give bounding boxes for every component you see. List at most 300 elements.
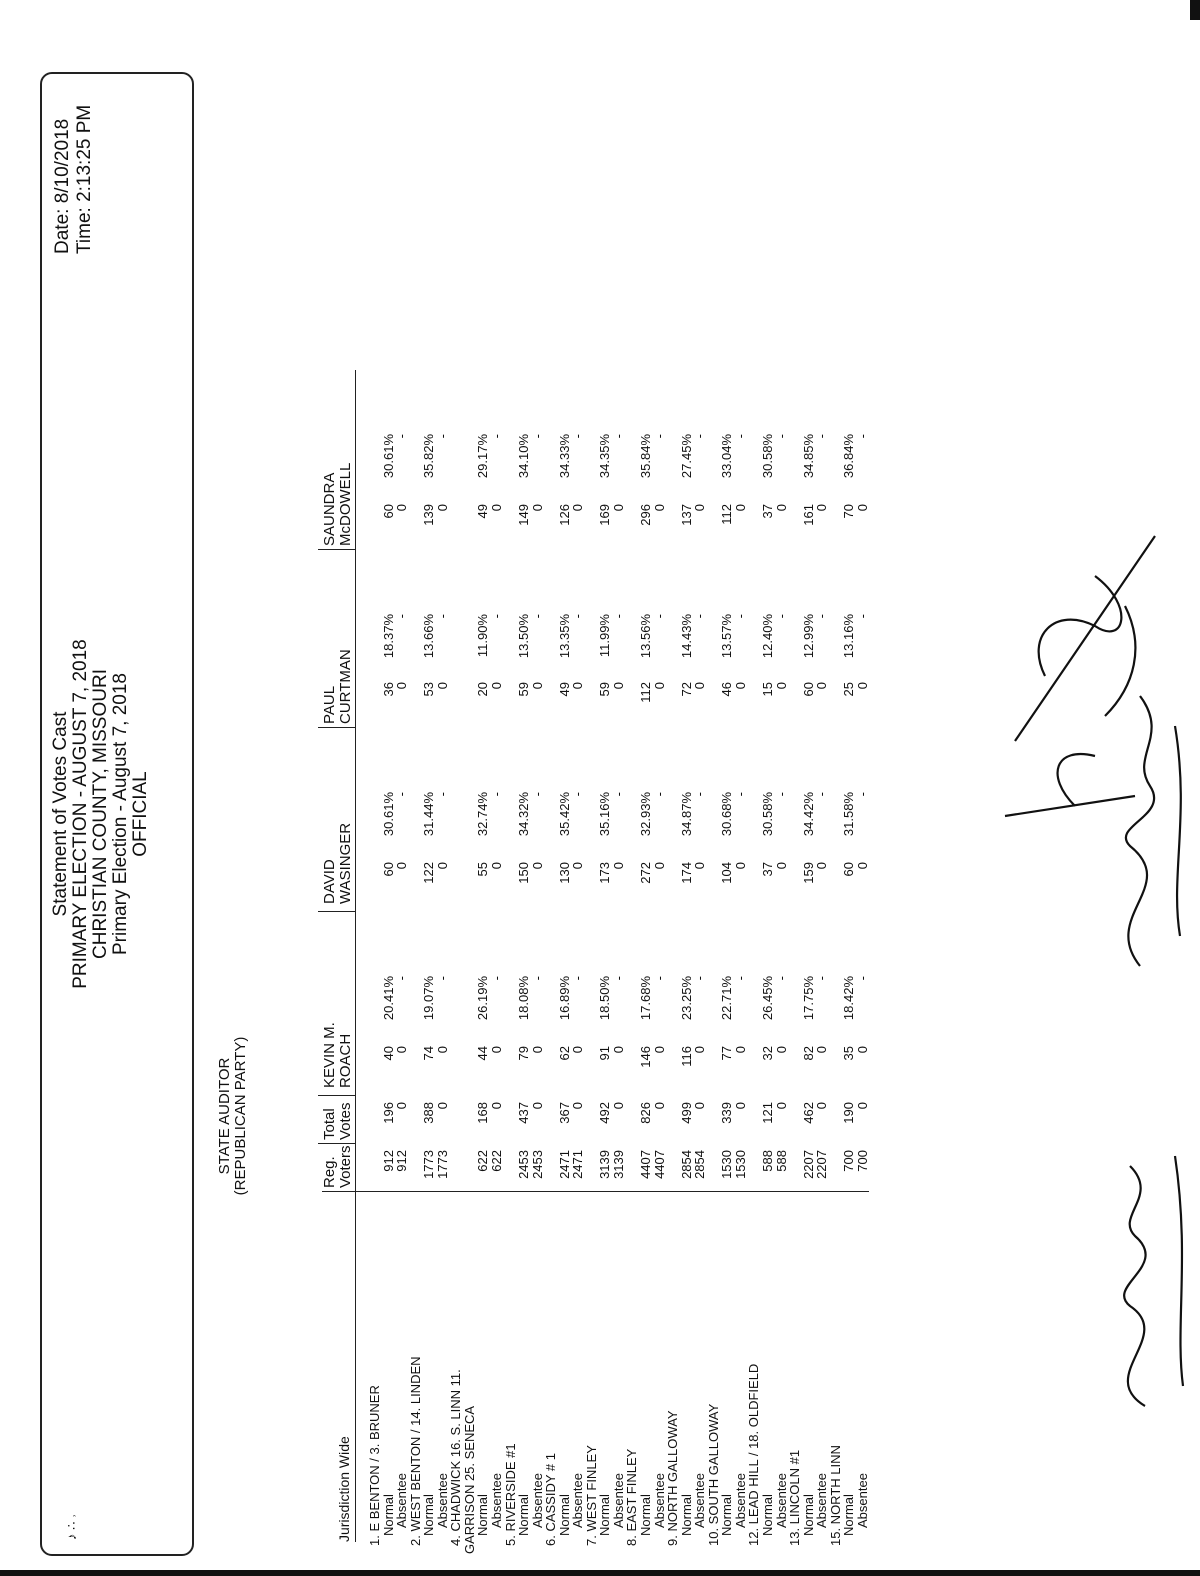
table-top-rule — [355, 370, 356, 1542]
total-votes-cell: 0 — [773, 1102, 789, 1110]
row-label: Normal — [800, 1494, 816, 1536]
candidate-percent-cell: - — [773, 976, 789, 981]
candidate-percent-cell: 18.08% — [516, 976, 532, 1021]
candidate-votes-cell: 169 — [597, 504, 613, 526]
candidate-votes-cell: 130 — [556, 862, 572, 884]
candidate-votes-cell: 0 — [394, 862, 410, 870]
candidate-votes-cell: 0 — [434, 504, 450, 512]
candidate-percent-cell: - — [570, 792, 586, 797]
table-row — [490, 0, 503, 1576]
candidate-votes-cell: 0 — [488, 504, 504, 512]
candidate-votes-cell: 112 — [638, 682, 653, 703]
candidate-votes-cell: 74 — [421, 1046, 437, 1061]
row-label: 1. E BENTON / 3. BRUNER — [367, 1385, 382, 1546]
reg-voters-cell: 700 — [854, 1150, 870, 1172]
candidate-votes-cell: 72 — [678, 682, 694, 697]
total-votes-cell: 492 — [597, 1102, 613, 1124]
candidate-votes-cell: 0 — [773, 862, 789, 870]
candidate-percent-cell: 17.75% — [800, 976, 816, 1021]
candidate-votes-cell: 272 — [638, 862, 653, 884]
table-row — [409, 0, 422, 1576]
candidate-votes-cell: 77 — [719, 1046, 735, 1061]
row-label: Normal — [638, 1494, 653, 1536]
candidate-votes-cell: 0 — [854, 504, 870, 512]
candidate-percent-cell: - — [854, 976, 870, 981]
candidate-percent-cell: 29.17% — [475, 434, 491, 479]
candidate-votes-cell: 35 — [841, 1046, 857, 1061]
candidate-percent-cell: 20.41% — [380, 976, 396, 1021]
candidate-percent-cell: - — [394, 434, 410, 439]
total-votes-cell: 196 — [380, 1102, 396, 1124]
candidate-percent-cell: 34.42% — [800, 792, 816, 837]
candidate-votes-cell: 0 — [773, 682, 789, 690]
candidate-votes-cell: 0 — [529, 504, 545, 512]
candidate-votes-cell: 150 — [516, 862, 532, 884]
row-label: 2. WEST BENTON / 14. LINDEN — [407, 1356, 423, 1546]
candidate-votes-cell: 0 — [732, 862, 748, 870]
candidate-percent-cell: - — [488, 976, 504, 981]
candidate-votes-cell: 0 — [529, 862, 545, 870]
candidate-votes-cell: 0 — [814, 1046, 830, 1054]
candidate-votes-cell: 60 — [841, 862, 857, 877]
candidate-percent-cell: 17.68% — [638, 976, 653, 1021]
candidate-3-last: CURTMAN — [337, 649, 354, 724]
candidate-votes-cell: 0 — [773, 504, 789, 512]
candidate-votes-cell: 296 — [638, 504, 653, 526]
candidate-percent-cell: 36.84% — [841, 434, 857, 479]
table-row — [693, 0, 706, 1576]
candidate-votes-cell: 126 — [556, 504, 572, 526]
header-divider — [318, 549, 356, 550]
total-votes-cell: 0 — [570, 1102, 586, 1110]
total-votes-cell: 339 — [719, 1102, 735, 1124]
candidate-votes-cell: 0 — [488, 1046, 504, 1054]
candidate-2-first: DAVID — [321, 859, 338, 904]
reg-voters-cell: 4407 — [651, 1150, 667, 1179]
table-row — [639, 0, 652, 1576]
candidate-percent-cell: 12.99% — [800, 614, 816, 659]
candidate-votes-cell: 46 — [719, 682, 735, 697]
row-label: Absentee — [814, 1473, 830, 1528]
candidate-votes-cell: 44 — [475, 1046, 491, 1061]
candidate-votes-cell: 0 — [529, 1046, 545, 1054]
row-label: Absentee — [610, 1473, 626, 1528]
candidate-4-first: SAUNDRA — [321, 472, 338, 546]
candidate-percent-cell: - — [773, 614, 789, 619]
candidate-votes-cell: 0 — [692, 682, 708, 690]
candidate-percent-cell: - — [732, 434, 748, 439]
candidate-percent-cell: 30.58% — [759, 792, 775, 837]
row-label: Normal — [719, 1494, 735, 1536]
reg-voters-cell: 1530 — [719, 1150, 735, 1179]
table-row — [517, 0, 530, 1576]
signature-left — [1075, 1116, 1200, 1416]
candidate-percent-cell: - — [434, 614, 450, 619]
candidate-percent-cell: - — [434, 434, 450, 439]
candidate-percent-cell: - — [488, 434, 504, 439]
candidate-percent-cell: 11.90% — [475, 614, 491, 658]
total-votes-cell: 0 — [854, 1102, 870, 1110]
candidate-votes-cell: 32 — [759, 1046, 775, 1061]
candidate-votes-cell: 60 — [380, 862, 396, 877]
table-row — [544, 0, 557, 1576]
reg-voters-cell: 2453 — [516, 1150, 532, 1179]
row-label: 13. LINCOLN #1 — [787, 1449, 803, 1546]
table-row — [598, 0, 611, 1576]
office-title: STATE AUDITOR — [216, 1057, 233, 1175]
candidate-percent-cell: - — [814, 792, 830, 797]
candidate-votes-cell: 60 — [800, 682, 816, 697]
candidate-votes-cell: 0 — [434, 1046, 450, 1054]
table-row — [788, 0, 801, 1576]
candidate-percent-cell: 27.45% — [678, 434, 694, 479]
total-votes-cell: 499 — [678, 1102, 694, 1124]
table-row — [382, 0, 395, 1576]
candidate-percent-cell: - — [610, 434, 626, 439]
candidate-votes-cell: 53 — [421, 682, 437, 697]
candidate-percent-cell: 33.04% — [719, 434, 735, 479]
candidate-votes-cell: 159 — [800, 862, 816, 884]
candidate-votes-cell: 37 — [759, 862, 775, 877]
jurisdiction-header: Jurisdiction Wide — [336, 1436, 352, 1542]
candidate-percent-cell: - — [692, 434, 708, 439]
total-votes-cell: 0 — [692, 1102, 708, 1110]
header-divider — [318, 1095, 356, 1096]
candidate-percent-cell: 18.42% — [841, 976, 857, 1021]
candidate-votes-cell: 0 — [692, 862, 708, 870]
candidate-votes-cell: 0 — [814, 682, 830, 690]
header-divider — [318, 1143, 356, 1144]
candidate-percent-cell: - — [394, 976, 410, 981]
candidate-percent-cell: - — [570, 976, 586, 981]
table-row — [368, 0, 381, 1576]
candidate-votes-cell: 0 — [651, 1046, 667, 1054]
candidate-percent-cell: 23.25% — [678, 976, 694, 1021]
row-label: Absentee — [394, 1473, 410, 1528]
candidate-votes-cell: 0 — [692, 1046, 708, 1054]
report-title: Statement of Votes Cast — [50, 711, 71, 917]
candidate-votes-cell: 62 — [556, 1046, 572, 1061]
candidate-percent-cell: - — [773, 792, 789, 797]
candidate-percent-cell: 13.57% — [719, 614, 735, 659]
row-label: Absentee — [529, 1473, 545, 1528]
office-party: (REPUBLICAN PARTY) — [232, 1036, 249, 1196]
candidate-votes-cell: 0 — [488, 862, 504, 870]
table-row — [829, 0, 842, 1576]
reg-voters-cell: 3139 — [597, 1150, 613, 1179]
election-title: PRIMARY ELECTION - AUGUST 7, 2018 — [70, 639, 91, 989]
row-label: 9. NORTH GALLOWAY — [665, 1410, 681, 1546]
scan-edge-mark — [0, 1570, 1200, 1576]
reg-voters-cell: 2207 — [800, 1150, 816, 1179]
row-label: Absentee — [651, 1473, 667, 1528]
reg-voters-cell: 622 — [475, 1150, 491, 1172]
scan-edge-mark — [1190, 0, 1200, 20]
table-row — [612, 0, 625, 1576]
candidate-percent-cell: 26.45% — [759, 976, 775, 1021]
candidate-votes-cell: 0 — [434, 862, 450, 870]
candidate-votes-cell: 0 — [854, 1046, 870, 1054]
election-subtitle: Primary Election - August 7, 2018 — [110, 673, 131, 955]
candidate-votes-cell: 116 — [678, 1046, 694, 1067]
total-votes-cell: 0 — [529, 1102, 545, 1110]
candidate-votes-cell: 149 — [516, 504, 532, 526]
reg-voters-cell: 2207 — [814, 1150, 830, 1179]
candidate-percent-cell: - — [814, 976, 830, 981]
candidate-votes-cell: 20 — [475, 682, 491, 697]
table-row — [747, 0, 760, 1576]
candidate-percent-cell: - — [394, 614, 410, 619]
table-row — [815, 0, 828, 1576]
total-votes-cell: 0 — [434, 1102, 450, 1110]
candidate-percent-cell: 31.44% — [421, 792, 437, 837]
candidate-percent-cell: 32.74% — [475, 792, 491, 837]
candidate-votes-cell: 0 — [692, 504, 708, 512]
candidate-percent-cell: - — [434, 976, 450, 981]
row-label: Absentee — [732, 1473, 748, 1528]
candidate-percent-cell: 35.42% — [556, 792, 572, 837]
reg-voters-cell: 2854 — [678, 1150, 694, 1179]
candidate-votes-cell: 0 — [854, 862, 870, 870]
table-row — [734, 0, 747, 1576]
candidate-percent-cell: 30.68% — [719, 792, 735, 837]
row-label: Absentee — [854, 1473, 870, 1528]
candidate-1-last: ROACH — [337, 1033, 354, 1088]
total-votes-cell: 0 — [651, 1102, 667, 1110]
table-row — [856, 0, 869, 1576]
reg-voters-cell: 2471 — [556, 1150, 572, 1179]
candidate-votes-cell: 0 — [814, 504, 830, 512]
candidate-votes-cell: 0 — [732, 504, 748, 512]
row-label: Absentee — [434, 1473, 450, 1528]
candidate-votes-cell: 0 — [529, 682, 545, 690]
total-votes-cell: 190 — [841, 1102, 857, 1124]
candidate-percent-cell: - — [854, 614, 870, 619]
reg-voters-cell: 700 — [841, 1150, 857, 1172]
candidate-votes-cell: 49 — [556, 682, 572, 697]
table-row — [802, 0, 815, 1576]
candidate-percent-cell: - — [732, 792, 748, 797]
table-row — [761, 0, 774, 1576]
candidate-votes-cell: 0 — [394, 504, 410, 512]
candidate-votes-cell: 139 — [421, 504, 437, 526]
row-label: 4. CHADWICK 16. S. LINN 11. — [448, 1369, 464, 1546]
candidate-percent-cell: 13.16% — [841, 614, 857, 659]
candidate-votes-cell: 49 — [475, 504, 491, 519]
county-title: CHRISTIAN COUNTY, MISSOURI — [90, 669, 111, 959]
candidate-votes-cell: 59 — [516, 682, 532, 697]
table-row — [842, 0, 855, 1576]
candidate-4-last: McDOWELL — [337, 462, 354, 546]
table-row — [571, 0, 584, 1576]
table-row — [395, 0, 408, 1576]
candidate-votes-cell: 59 — [597, 682, 613, 697]
candidate-votes-cell: 0 — [610, 504, 626, 512]
report-time: Time: 2:13:25 PM — [74, 104, 95, 254]
candidate-votes-cell: 37 — [759, 504, 775, 519]
candidate-votes-cell: 104 — [719, 862, 735, 884]
header-divider — [318, 727, 356, 728]
total-votes-cell: 462 — [800, 1102, 816, 1124]
candidate-votes-cell: 0 — [732, 682, 748, 690]
row-label: Normal — [380, 1494, 396, 1536]
reg-voters-cell: 2471 — [570, 1150, 586, 1179]
row-label: 15. NORTH LINN — [827, 1445, 843, 1546]
table-row — [775, 0, 788, 1576]
table-row — [504, 0, 517, 1576]
candidate-percent-cell: - — [692, 614, 708, 619]
candidate-percent-cell: - — [854, 792, 870, 797]
candidate-percent-cell: - — [529, 976, 545, 981]
row-label: Normal — [556, 1494, 572, 1536]
row-label: 10. SOUTH GALLOWAY — [705, 1403, 721, 1546]
candidate-percent-cell: - — [651, 434, 667, 439]
candidate-votes-cell: 146 — [638, 1046, 653, 1068]
candidate-percent-cell: - — [651, 792, 667, 797]
candidate-votes-cell: 82 — [800, 1046, 816, 1061]
candidate-percent-cell: - — [529, 434, 545, 439]
candidate-votes-cell: 15 — [759, 682, 775, 697]
candidate-percent-cell: - — [610, 792, 626, 797]
candidate-percent-cell: 34.85% — [800, 434, 816, 479]
candidate-percent-cell: 11.99% — [597, 614, 613, 658]
candidate-percent-cell: 14.43% — [678, 614, 694, 659]
candidate-votes-cell: 174 — [678, 862, 694, 884]
header-box — [40, 72, 194, 1556]
row-label: Normal — [759, 1494, 775, 1536]
row-label: Normal — [516, 1494, 532, 1536]
candidate-votes-cell: 0 — [773, 1046, 789, 1054]
candidate-percent-cell: - — [529, 792, 545, 797]
candidate-percent-cell: 26.19% — [475, 976, 491, 1021]
reg-voters-cell: 588 — [759, 1150, 775, 1172]
table-row — [463, 0, 476, 1576]
candidate-percent-cell: 34.87% — [678, 792, 694, 837]
total-votes-cell: 168 — [475, 1102, 491, 1124]
candidate-percent-cell: - — [732, 614, 748, 619]
candidate-votes-cell: 55 — [475, 862, 491, 877]
table-row — [449, 0, 462, 1576]
table-row — [476, 0, 489, 1576]
reg-voters-cell: 2854 — [692, 1150, 708, 1179]
candidate-votes-cell: 0 — [651, 862, 667, 870]
candidate-percent-cell: - — [814, 434, 830, 439]
candidate-percent-cell: - — [610, 614, 626, 619]
candidate-percent-cell: 34.35% — [597, 434, 613, 479]
candidate-votes-cell: 0 — [732, 1046, 748, 1054]
table-row — [666, 0, 679, 1576]
report-date: Date: 8/10/2018 — [52, 118, 73, 254]
row-label: 8. EAST FINLEY — [624, 1448, 640, 1546]
candidate-votes-cell: 0 — [570, 862, 586, 870]
candidate-percent-cell: - — [488, 792, 504, 797]
reg-voters-header-2: Voters — [337, 1145, 354, 1188]
candidate-percent-cell: 34.10% — [516, 434, 532, 479]
table-row — [720, 0, 733, 1576]
candidate-votes-cell: 122 — [421, 862, 437, 884]
total-votes-cell: 0 — [814, 1102, 830, 1110]
candidate-3-first: PAUL — [321, 685, 338, 724]
candidate-percent-cell: - — [651, 614, 667, 619]
candidate-percent-cell: 22.71% — [719, 976, 735, 1021]
row-label: 12. LEAD HILL / 18. OLDFIELD — [746, 1363, 762, 1546]
total-votes-cell: 367 — [556, 1102, 572, 1124]
candidate-percent-cell: 32.93% — [638, 792, 653, 837]
row-label: Absentee — [692, 1473, 708, 1528]
candidate-percent-cell: - — [651, 976, 667, 981]
candidate-votes-cell: 36 — [380, 682, 396, 697]
candidate-percent-cell: - — [434, 792, 450, 797]
candidate-1-first: KEVIN M. — [321, 1022, 338, 1088]
candidate-percent-cell: 30.61% — [380, 434, 396, 479]
candidate-percent-cell: 31.58% — [841, 792, 857, 837]
reg-voters-header-1: Reg. — [321, 1156, 338, 1188]
candidate-votes-cell: 60 — [380, 504, 396, 519]
candidate-percent-cell: - — [692, 792, 708, 797]
candidate-percent-cell: - — [692, 976, 708, 981]
table-row — [653, 0, 666, 1576]
reg-voters-cell: 4407 — [638, 1150, 653, 1179]
candidate-percent-cell: 30.58% — [759, 434, 775, 479]
row-label: Absentee — [773, 1473, 789, 1528]
reg-voters-cell: 1773 — [421, 1150, 437, 1179]
candidate-percent-cell: 35.84% — [638, 434, 653, 479]
total-votes-cell: 0 — [610, 1102, 626, 1110]
total-votes-cell: 0 — [488, 1102, 504, 1110]
table-row — [436, 0, 449, 1576]
candidate-percent-cell: 13.50% — [516, 614, 532, 659]
row-label: 7. WEST FINLEY — [583, 1445, 599, 1546]
candidate-votes-cell: 0 — [651, 682, 667, 690]
candidate-votes-cell: 161 — [800, 504, 816, 526]
candidate-percent-cell: - — [488, 614, 504, 619]
table-row — [625, 0, 638, 1576]
total-votes-cell: 437 — [516, 1102, 532, 1124]
table-row — [422, 0, 435, 1576]
candidate-votes-cell: 0 — [651, 504, 667, 512]
candidate-votes-cell: 137 — [678, 504, 694, 526]
candidate-percent-cell: - — [394, 792, 410, 797]
candidate-percent-cell: 13.35% — [556, 614, 572, 659]
candidate-percent-cell: 18.37% — [380, 614, 396, 659]
candidate-votes-cell: 112 — [719, 504, 735, 525]
candidate-percent-cell: 12.40% — [759, 614, 775, 659]
candidate-percent-cell: 34.33% — [556, 434, 572, 479]
candidate-votes-cell: 0 — [610, 682, 626, 690]
candidate-percent-cell: 35.16% — [597, 792, 613, 837]
candidate-percent-cell: 13.66% — [421, 614, 437, 659]
candidate-percent-cell: - — [570, 434, 586, 439]
table-row — [680, 0, 693, 1576]
reg-voters-cell: 2453 — [529, 1150, 545, 1179]
candidate-votes-cell: 79 — [516, 1046, 532, 1061]
reg-voters-cell: 912 — [394, 1150, 410, 1172]
candidate-percent-cell: 13.56% — [638, 614, 653, 659]
reg-voters-cell: 622 — [488, 1150, 504, 1172]
candidate-votes-cell: 40 — [380, 1046, 396, 1061]
candidate-votes-cell: 91 — [597, 1046, 613, 1061]
candidate-votes-cell: 0 — [570, 504, 586, 512]
header-divider — [318, 911, 356, 912]
table-row — [531, 0, 544, 1576]
table-row — [707, 0, 720, 1576]
candidate-votes-cell: 173 — [597, 862, 613, 884]
label-column-rule — [322, 1191, 869, 1192]
reg-voters-cell: 588 — [773, 1150, 789, 1172]
candidate-percent-cell: 18.50% — [597, 976, 613, 1021]
row-label: Normal — [678, 1494, 694, 1536]
reg-voters-cell: 3139 — [610, 1150, 626, 1179]
